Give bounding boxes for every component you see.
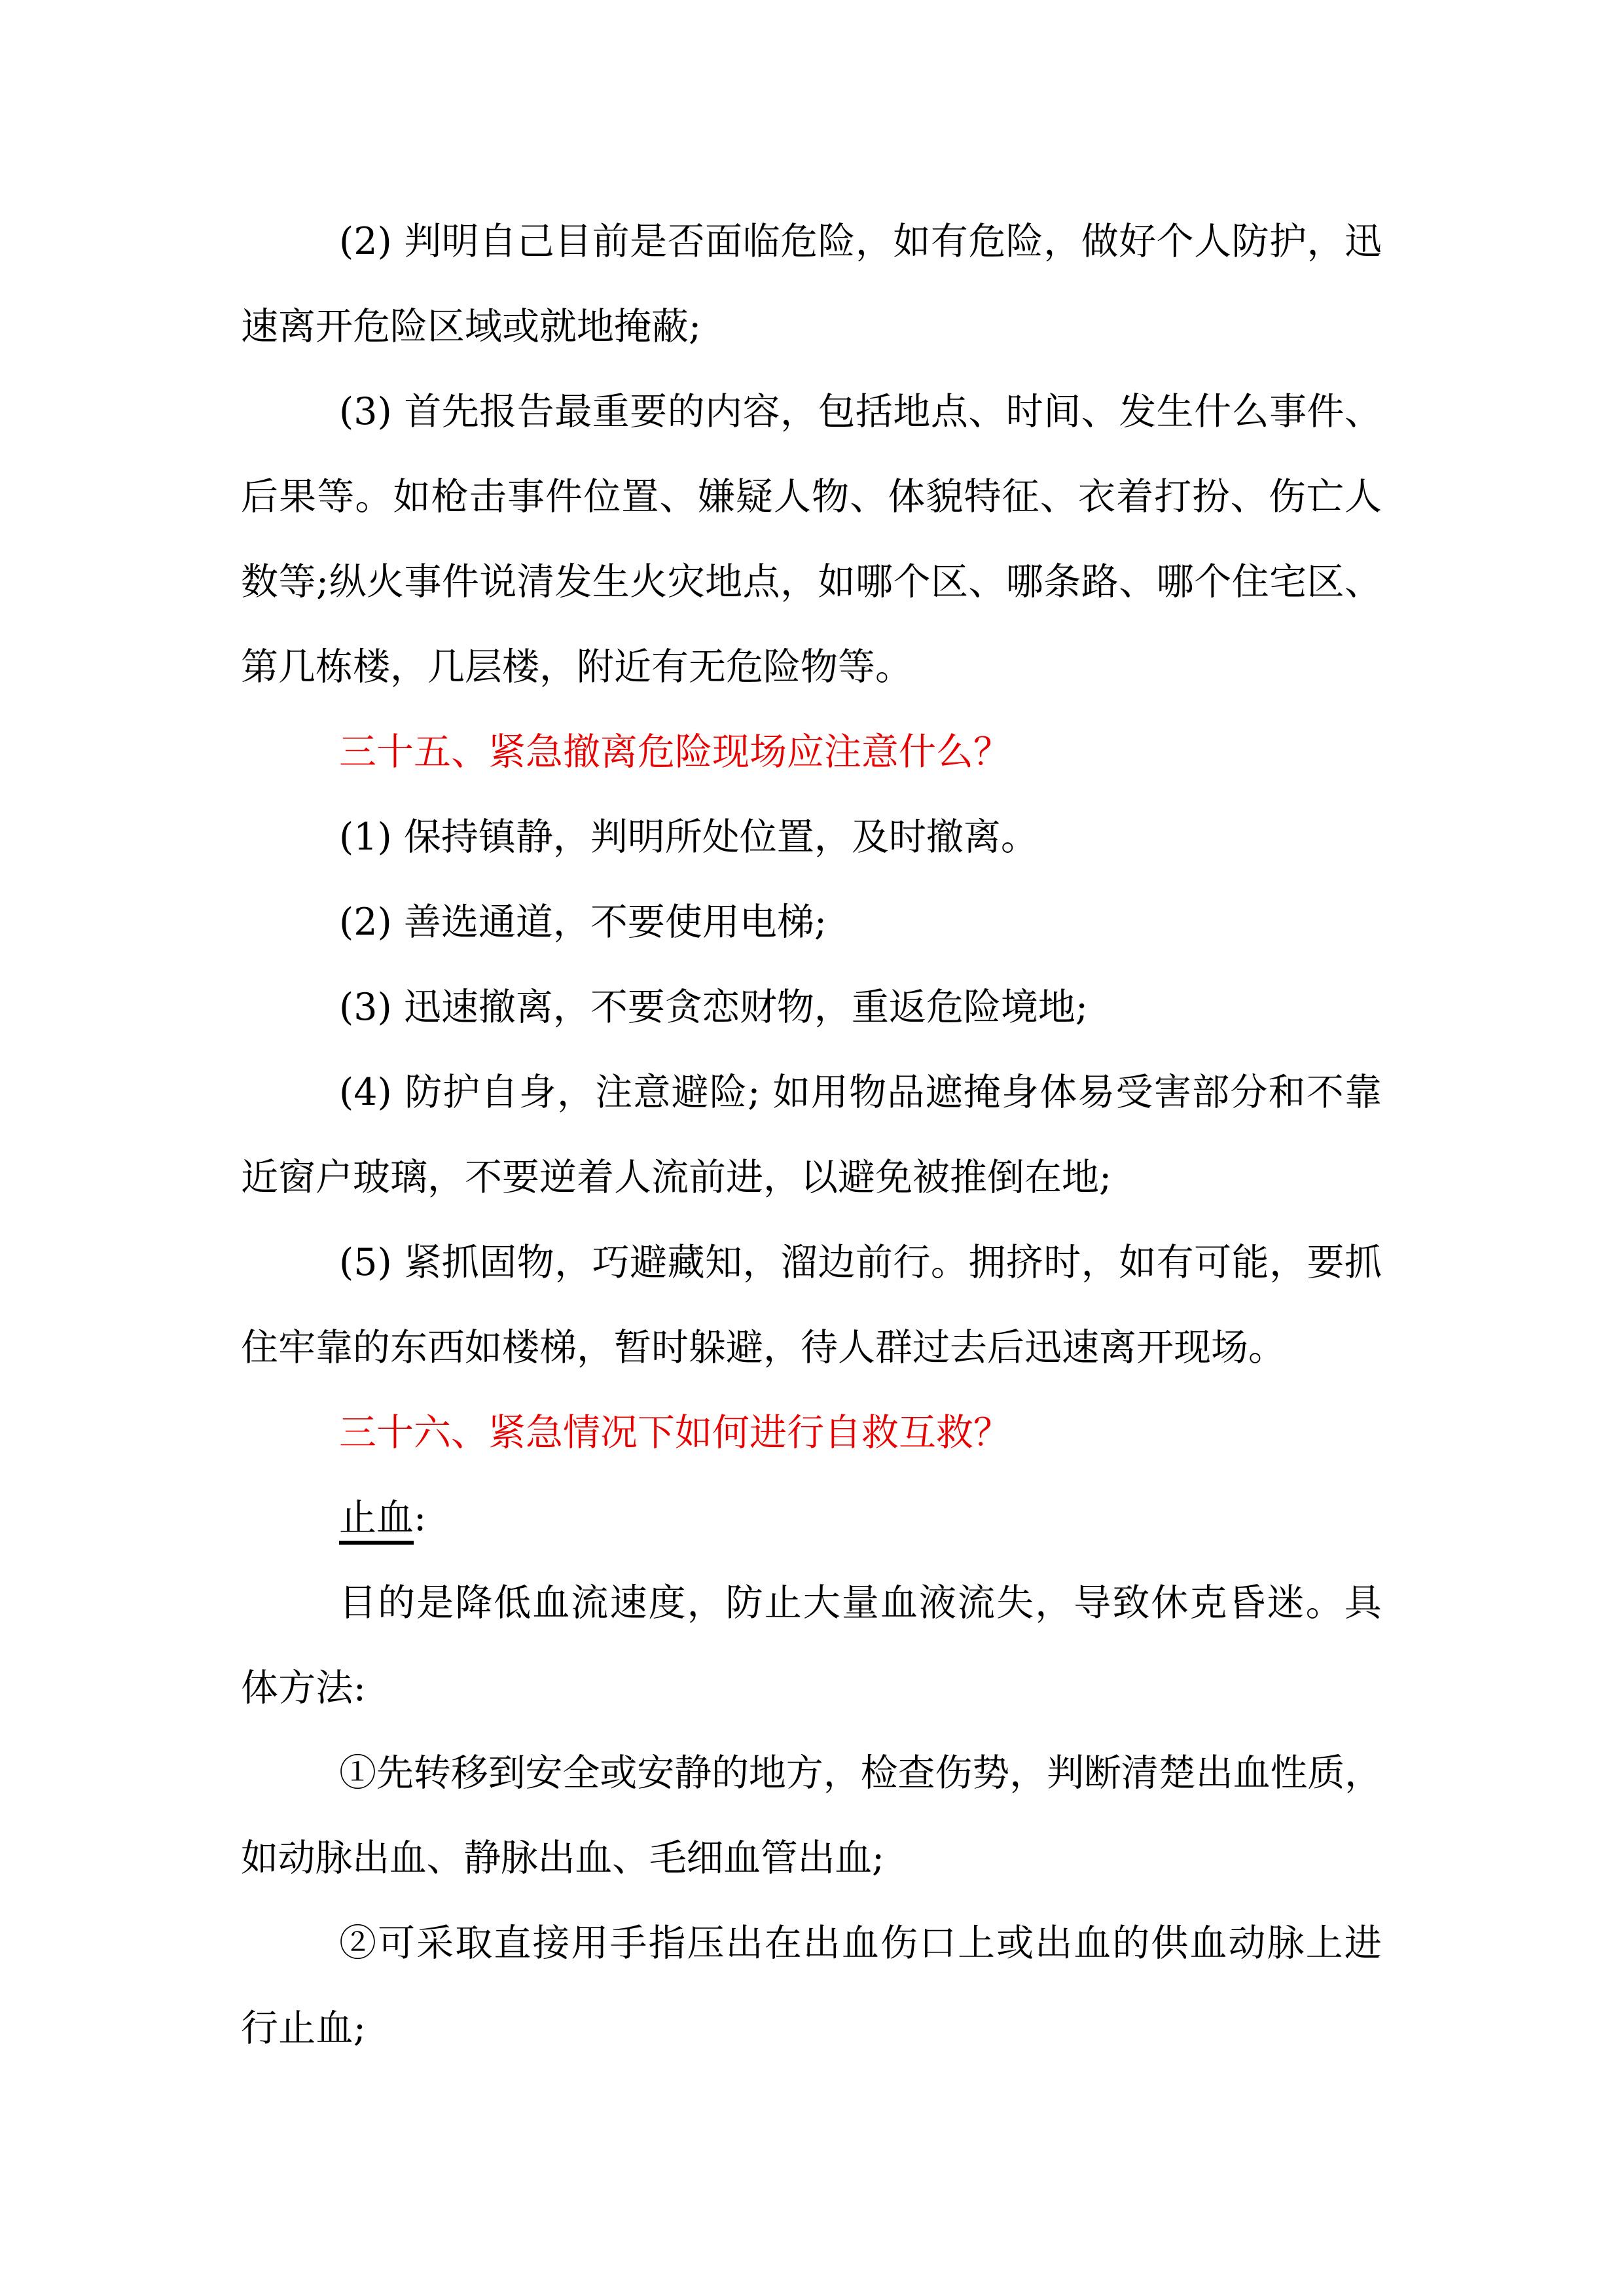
stop-bleeding-label: 止血 <box>339 1496 414 1545</box>
paragraph-stop-bleeding-purpose: 目的是降低血流速度，防止大量血液流失，导致休克昏迷。具体方法: <box>241 1581 1382 1710</box>
paragraph-assess-danger: (2) 判明自己目前是否面临危险，如有危险，做好个人防护，迅速离开危险区域或就地掩蔽; <box>241 220 1382 348</box>
list-item-35-4: (4) 防护自身，注意避险; 如用物品遮掩身体易受害部分和不靠近窗户玻璃，不要逆着人流前进，以避免被推倒在地; <box>241 1071 1382 1199</box>
section-heading-35: 三十五、紧急撤离危险现场应注意什么？ <box>339 730 1011 774</box>
list-item-36-circle-2: ②可采取直接用手指压出在出血伤口上或出血的供血动脉上进行止血; <box>241 1922 1382 2050</box>
list-item-35-3: (3) 迅速撤离，不要贪恋财物，重返危险境地; <box>339 986 1089 1029</box>
stop-bleeding-colon: : <box>414 1496 427 1539</box>
document-body <box>241 199 1382 2071</box>
paragraph-report-key-content: (3) 首先报告最重要的内容，包括地点、时间、发生什么事件、后果等。如枪击事件位置、嫌疑人物、体貌特征、衣着打扮、伤亡人数等;纵火事件说清发生火灾地点，如哪个区、哪条路、哪个住宅区、第几栋楼，几层楼，附近有无危险物等。 <box>241 390 1382 689</box>
list-item-35-2: (2) 善选通道，不要使用电梯; <box>339 901 827 944</box>
list-item-35-1: (1) 保持镇静，判明所处位置，及时撤离。 <box>339 816 1038 859</box>
list-item-36-circle-1: ①先转移到安全或安静的地方，检查伤势，判断清楚出血性质，如动脉出血、静脉出血、毛细血管出血; <box>241 1751 1382 1880</box>
section-heading-36: 三十六、紧急情况下如何进行自救互救？ <box>339 1411 1011 1454</box>
list-item-35-5: (5) 紧抓固物，巧避藏知，溜边前行。拥挤时，如有可能，要抓住牢靠的东西如楼梯，暂时躲避，待人群过去后迅速离开现场。 <box>241 1241 1382 1369</box>
subheading-stop-bleeding <box>241 1475 1382 1560</box>
